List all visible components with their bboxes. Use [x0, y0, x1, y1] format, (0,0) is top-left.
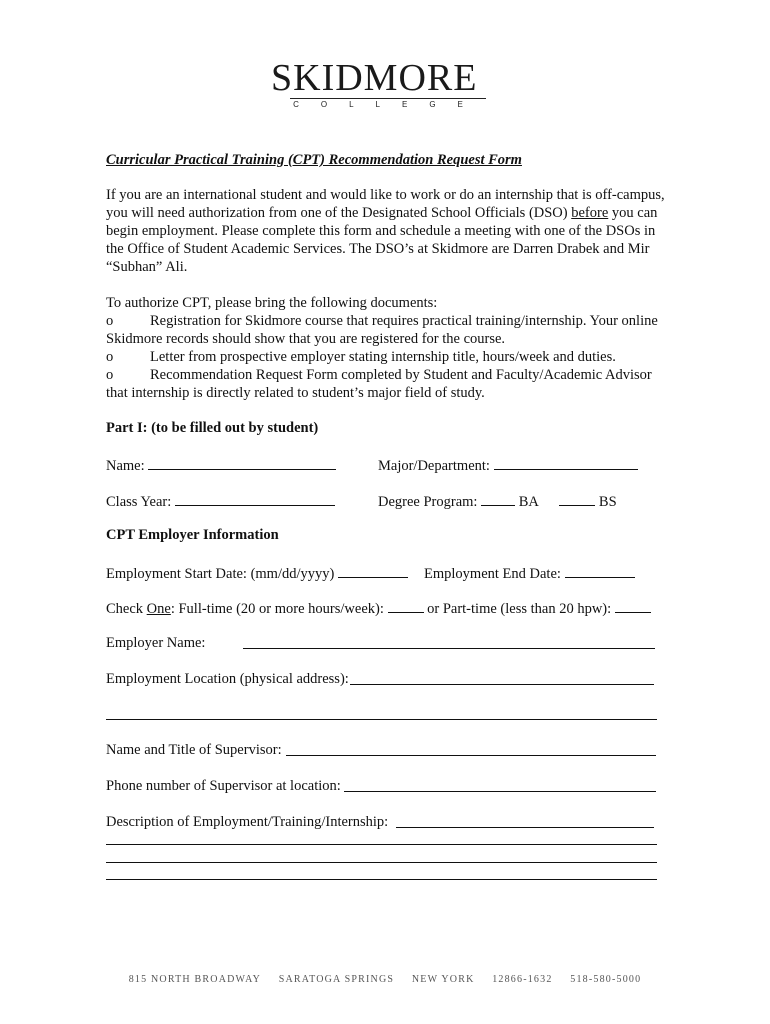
- description-input-line-4[interactable]: [106, 879, 657, 880]
- start-date-input[interactable]: [338, 563, 408, 578]
- name-field-row: [106, 455, 336, 475]
- supervisor-input[interactable]: [286, 741, 656, 756]
- intro-text-2: you can begin employment. Please complete this form and schedule a meeting with one of the DSOs in the Office of Student Academic Services. The DSO’s at Skidmore are Darren Drabek and Mir “Subhan” Ali.: [106, 205, 658, 275]
- class-year-field-row: [106, 491, 335, 511]
- list-item: [106, 312, 666, 330]
- intro-text-1: If you are an international student and would like to work or do an internship that is off-campus, you will need authorization from one of the Designated School Officials (DSO): [106, 187, 665, 221]
- end-date-label: Employment End Date:: [424, 566, 561, 582]
- footer-city: SARATOGA SPRINGS: [278, 974, 395, 985]
- degree-bs-label: BS: [598, 494, 617, 510]
- documents-lead: To authorize CPT, please bring the following documents:: [106, 295, 438, 311]
- name-label: Name:: [106, 458, 145, 474]
- location-row: [106, 670, 349, 688]
- major-input[interactable]: [494, 455, 638, 470]
- phone-label: Phone number of Supervisor at location:: [106, 778, 341, 794]
- list-item-continuation: that internship is directly related to student’s major field of study.: [106, 385, 485, 401]
- documents-list: [106, 294, 666, 402]
- employer-name-label: Employer Name:: [106, 635, 206, 651]
- part1-heading: Part I: (to be filled out by student): [106, 420, 319, 436]
- list-item-text: Recommendation Request Form completed by Student and Faculty/Academic Advisor: [150, 367, 652, 383]
- degree-bs-input[interactable]: [559, 491, 595, 506]
- phone-row: [106, 777, 341, 795]
- supervisor-row: [106, 741, 282, 759]
- parttime-input[interactable]: [615, 598, 651, 613]
- footer-address: [0, 974, 770, 985]
- fulltime-label: : Full-time (20 or more hours/week):: [170, 601, 384, 617]
- supervisor-label: Name and Title of Supervisor:: [106, 742, 282, 758]
- footer-zip: 12866-1632: [492, 974, 553, 985]
- description-input[interactable]: [396, 813, 654, 828]
- name-input[interactable]: [148, 455, 336, 470]
- list-item-continuation: Skidmore records should show that you are registered for the course.: [106, 331, 506, 347]
- form-title: Curricular Practical Training (CPT) Recommendation Request Form: [106, 152, 522, 168]
- skidmore-logo: [0, 57, 770, 109]
- start-date-label: Employment Start Date: (mm/dd/yyyy): [106, 566, 335, 582]
- fulltime-input[interactable]: [388, 598, 424, 613]
- class-year-label: Class Year:: [106, 494, 172, 510]
- intro-paragraph: [106, 186, 666, 276]
- location-label: Employment Location (physical address):: [106, 671, 349, 687]
- check-label: Check: [106, 601, 147, 617]
- degree-ba-input[interactable]: [481, 491, 515, 506]
- description-label: Description of Employment/Training/Internship:: [106, 814, 389, 830]
- bullet-icon: o: [106, 367, 114, 383]
- footer-phone: 518-580-5000: [570, 974, 642, 985]
- employer-name-input[interactable]: [243, 634, 655, 649]
- hours-check-row: [106, 598, 651, 618]
- major-field-row: [378, 455, 638, 475]
- class-year-input[interactable]: [175, 491, 335, 506]
- parttime-label: or Part-time (less than 20 hpw):: [427, 601, 612, 617]
- footer-street: 815 NORTH BROADWAY: [128, 974, 261, 985]
- list-item: [106, 366, 666, 384]
- intro-emphasis: before: [571, 205, 609, 221]
- employer-name-row: [106, 634, 205, 652]
- end-date-row: [424, 563, 635, 583]
- start-date-row: [106, 563, 408, 583]
- list-item: [106, 348, 666, 366]
- description-input-line-3[interactable]: [106, 862, 657, 863]
- logo-subtitle: COLLEGE: [293, 100, 485, 109]
- location-input[interactable]: [350, 670, 654, 685]
- bullet-icon: o: [106, 313, 114, 329]
- degree-label: Degree Program:: [378, 494, 478, 510]
- description-row: [106, 813, 388, 831]
- degree-field-row: [378, 491, 617, 511]
- list-item-text: Registration for Skidmore course that requires practical training/internship. Your online: [150, 313, 658, 329]
- footer-state: NEW YORK: [411, 974, 475, 985]
- end-date-input[interactable]: [565, 563, 635, 578]
- employer-heading: CPT Employer Information: [106, 527, 279, 543]
- location-input-line-2[interactable]: [106, 719, 657, 720]
- description-input-line-2[interactable]: [106, 844, 657, 845]
- bullet-icon: o: [106, 349, 114, 365]
- logo-name: SKIDMORE: [271, 57, 478, 99]
- phone-input[interactable]: [344, 777, 656, 792]
- degree-ba-label: BA: [518, 494, 539, 510]
- list-item-text: Letter from prospective employer stating internship title, hours/week and duties.: [150, 349, 616, 365]
- major-label: Major/Department:: [378, 458, 490, 474]
- check-one-label: One: [146, 601, 171, 617]
